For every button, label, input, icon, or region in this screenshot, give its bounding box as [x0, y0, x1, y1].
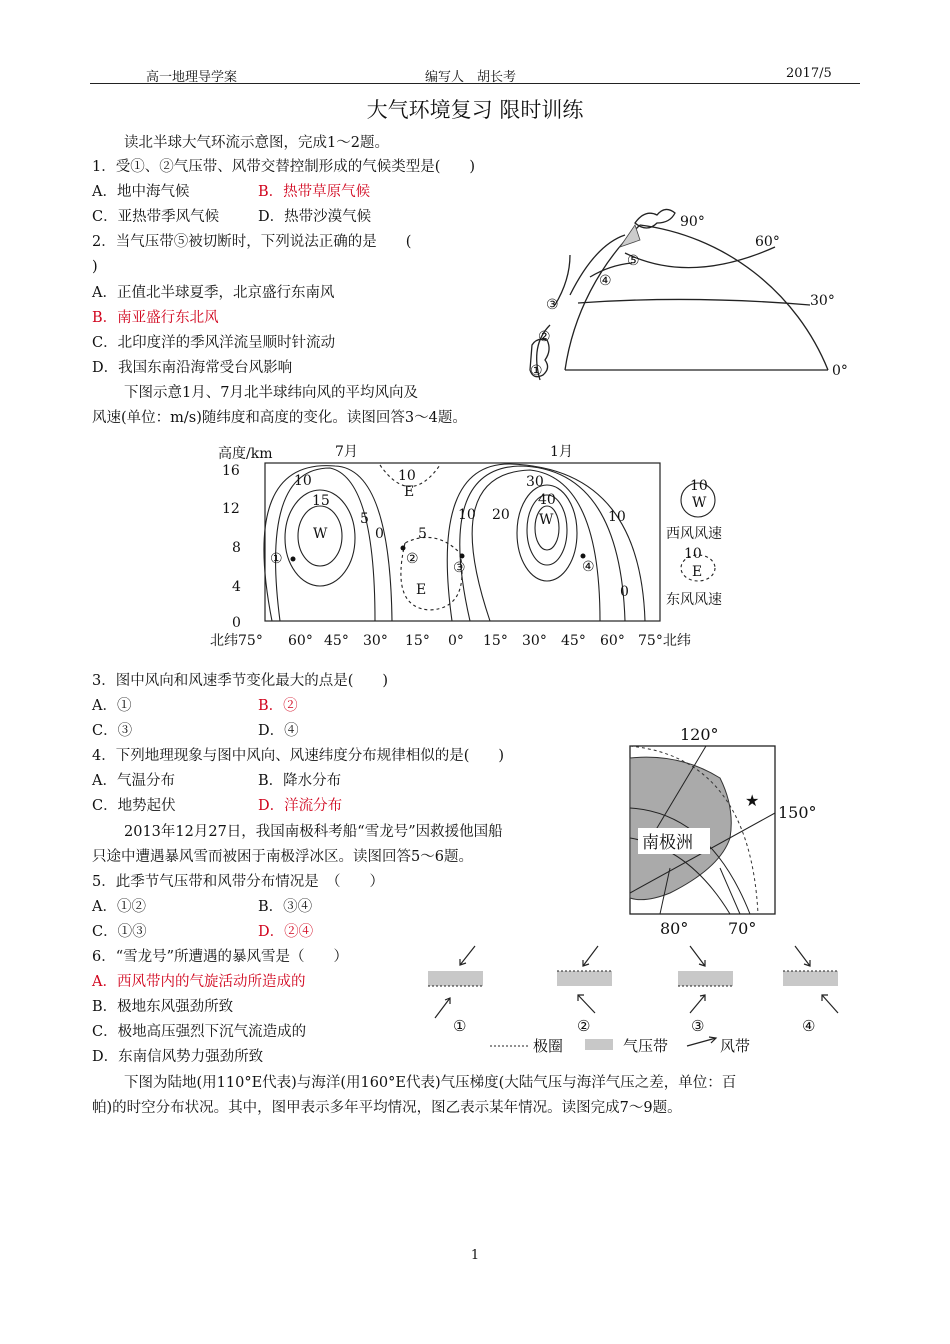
fig2-w1: W	[313, 526, 328, 542]
q5-stem: 5．此季节气压带和风带分布情况是 （ ）	[92, 874, 384, 890]
intro-3b: 只途中遭遇暴风雪而被困于南极浮冰区。读图回答5～6题。	[92, 849, 473, 865]
fig2-leg-e-label: 东风风速	[666, 592, 722, 608]
fig2-p1: ①	[270, 551, 283, 567]
fig2-c15: 15	[312, 493, 330, 509]
fig3-lon-70: 70°	[728, 919, 757, 938]
fig2-y4: 4	[232, 579, 241, 595]
fig2-y12: 12	[222, 501, 240, 517]
fig2-x2: 45°	[324, 633, 349, 649]
circulation-diagram	[510, 195, 855, 395]
q4-stem: 4．下列地理现象与图中风向、风速纬度分布规律相似的是( )	[92, 748, 505, 764]
fig4-legend-circle: 极圈	[533, 1037, 564, 1055]
fig2-x3: 30°	[363, 633, 388, 649]
zonal-wind-chart	[200, 438, 750, 663]
q6-option-b: B．极地东风强劲所致	[92, 999, 234, 1015]
intro-2b: 风速(单位：m/s)随纬度和高度的变化。读图回答3～4题。	[92, 410, 467, 426]
intro-2a: 下图示意1月、7月北半球纬向风的平均风向及	[124, 385, 418, 401]
q4-option-a: A．气温分布	[92, 773, 175, 789]
fig1-num-2: ②	[538, 329, 551, 345]
q4-option-d: D．洋流分布	[258, 798, 343, 814]
fig2-leg-w-label: 西风风速	[666, 526, 722, 542]
fig3-lon-80: 80°	[660, 919, 689, 938]
q2-stem-end: )	[92, 259, 98, 275]
fig2-y0: 0	[232, 615, 241, 631]
q2-option-b: B．南亚盛行东北风	[92, 310, 219, 326]
fig2-jan: 1月	[550, 444, 573, 460]
fig1-num-1: ①	[530, 363, 543, 379]
page-number: 1	[470, 1248, 480, 1263]
fig2-x6: 15°	[483, 633, 508, 649]
fig2-x7: 30°	[522, 633, 547, 649]
header-left: 高一地理导学案	[146, 70, 238, 85]
fig4-num-3: ③	[691, 1017, 705, 1035]
q1-option-b: B．热带草原气候	[258, 184, 371, 200]
fig4-num-2: ②	[577, 1017, 591, 1035]
intro-3a: 2013年12月27日，我国南极科考船“雪龙号”因救援他国船	[124, 824, 503, 840]
q2-option-c: C．北印度洋的季风洋流呈顺时针流动	[92, 335, 336, 351]
fig2-c20: 20	[492, 507, 510, 523]
intro-4a: 下图为陆地(用110°E代表)与海洋(用160°E代表)气压梯度(大陆气压与海洋气压之差，单位：百	[124, 1075, 737, 1091]
fig2-c5a: 5	[360, 511, 369, 527]
fig4-num-4: ④	[802, 1017, 816, 1035]
fig1-num-5: ⑤	[627, 253, 640, 269]
fig4-num-1: ①	[453, 1017, 467, 1035]
q3-option-c: C．③	[92, 723, 133, 739]
fig2-x10: 75°北纬	[638, 633, 691, 649]
fig2-p2: ②	[406, 551, 419, 567]
fig4-legend-pressure: 气压带	[623, 1037, 669, 1055]
fig1-lat-30: 30°	[810, 293, 835, 309]
fig3-star: ★	[745, 791, 760, 810]
fig2-leg-e-val: 10	[684, 546, 702, 562]
q4-option-c: C．地势起伏	[92, 798, 176, 814]
q1-option-a: A．地中海气候	[92, 184, 190, 200]
q5-option-d: D．②④	[258, 924, 314, 940]
fig1-lat-90: 90°	[680, 214, 705, 230]
q6-option-a: A．西风带内的气旋活动所造成的	[92, 974, 306, 990]
fig2-x5: 0°	[448, 633, 464, 649]
fig2-x1: 60°	[288, 633, 313, 649]
fig1-num-4: ④	[599, 273, 612, 289]
pressure-belt-diagram	[420, 938, 850, 1063]
q2-stem: 2．当气压带⑤被切断时，下列说法正确的是 (	[92, 234, 412, 250]
q4-option-b: B．降水分布	[258, 773, 342, 789]
fig2-c5e: 5	[418, 526, 427, 542]
fig2-p4: ④	[582, 559, 595, 575]
header-center: 编写人 胡长考	[425, 70, 517, 85]
fig2-x4: 15°	[405, 633, 430, 649]
q5-option-b: B．③④	[258, 899, 313, 915]
q3-option-a: A．①	[92, 698, 132, 714]
fig2-x0: 北纬75°	[210, 633, 263, 649]
fig2-c30: 30	[526, 474, 544, 490]
fig3-lon-150: 150°	[778, 803, 817, 822]
fig3-lon-120: 120°	[680, 725, 719, 744]
fig2-c10e: 10	[398, 468, 416, 484]
q1-stem: 1．受①、②气压带、风带交替控制形成的气候类型是( )	[92, 159, 476, 175]
fig1-lat-0: 0°	[832, 363, 848, 379]
q6-option-c: C．极地高压强烈下沉气流造成的	[92, 1024, 307, 1040]
fig4-legend-wind: 风带	[720, 1037, 751, 1055]
fig2-p3: ③	[453, 560, 466, 576]
fig2-c40: 40	[538, 492, 556, 508]
q2-option-a: A．正值北半球夏季，北京盛行东南风	[92, 285, 335, 301]
q2-option-d: D．我国东南沿海常受台风影响	[92, 360, 293, 376]
intro-1: 读北半球大气环流示意图，完成1～2题。	[124, 135, 389, 151]
fig2-c10a: 10	[294, 473, 312, 489]
q3-stem: 3．图中风向和风速季节变化最大的点是( )	[92, 673, 389, 689]
fig2-y16: 16	[222, 463, 240, 479]
fig2-e1: E	[404, 484, 415, 500]
fig2-july: 7月	[335, 444, 358, 460]
fig2-ylabel: 高度/km	[218, 446, 273, 462]
fig2-leg-e: E	[692, 564, 703, 580]
fig2-c0a: 0	[375, 526, 384, 542]
q5-option-a: A．①②	[92, 899, 146, 915]
page-title: 大气环境复习 限时训练	[366, 98, 584, 122]
antarctica-map	[610, 718, 850, 943]
q3-option-d: D．④	[258, 723, 299, 739]
fig2-leg-w: W	[692, 495, 707, 511]
q6-option-d: D．东南信风势力强劲所致	[92, 1049, 264, 1065]
fig1-lat-60: 60°	[755, 234, 780, 250]
fig2-c10c: 10	[608, 509, 626, 525]
q6-stem: 6．“雪龙号”所遭遇的暴风雪是（ ）	[92, 949, 349, 965]
intro-4b: 帕)的时空分布状况。其中，图甲表示多年平均情况，图乙表示某年情况。读图完成7～9题。	[92, 1100, 682, 1116]
fig2-c10b: 10	[458, 507, 476, 523]
fig2-y8: 8	[232, 540, 241, 556]
header-right: 2017/5	[786, 66, 832, 81]
fig2-c0b: 0	[620, 584, 629, 600]
fig2-x9: 60°	[600, 633, 625, 649]
fig2-e2: E	[416, 582, 427, 598]
q3-option-b: B．②	[258, 698, 298, 714]
fig1-num-3: ③	[546, 297, 559, 313]
fig3-label: 南极洲	[642, 833, 693, 853]
q5-option-c: C．①③	[92, 924, 147, 940]
fig2-w2: W	[539, 512, 554, 528]
fig2-x8: 45°	[561, 633, 586, 649]
q1-option-c: C．亚热带季风气候	[92, 209, 220, 225]
fig2-leg-w-val: 10	[690, 478, 708, 494]
header-rule	[90, 83, 860, 84]
q1-option-d: D．热带沙漠气候	[258, 209, 372, 225]
